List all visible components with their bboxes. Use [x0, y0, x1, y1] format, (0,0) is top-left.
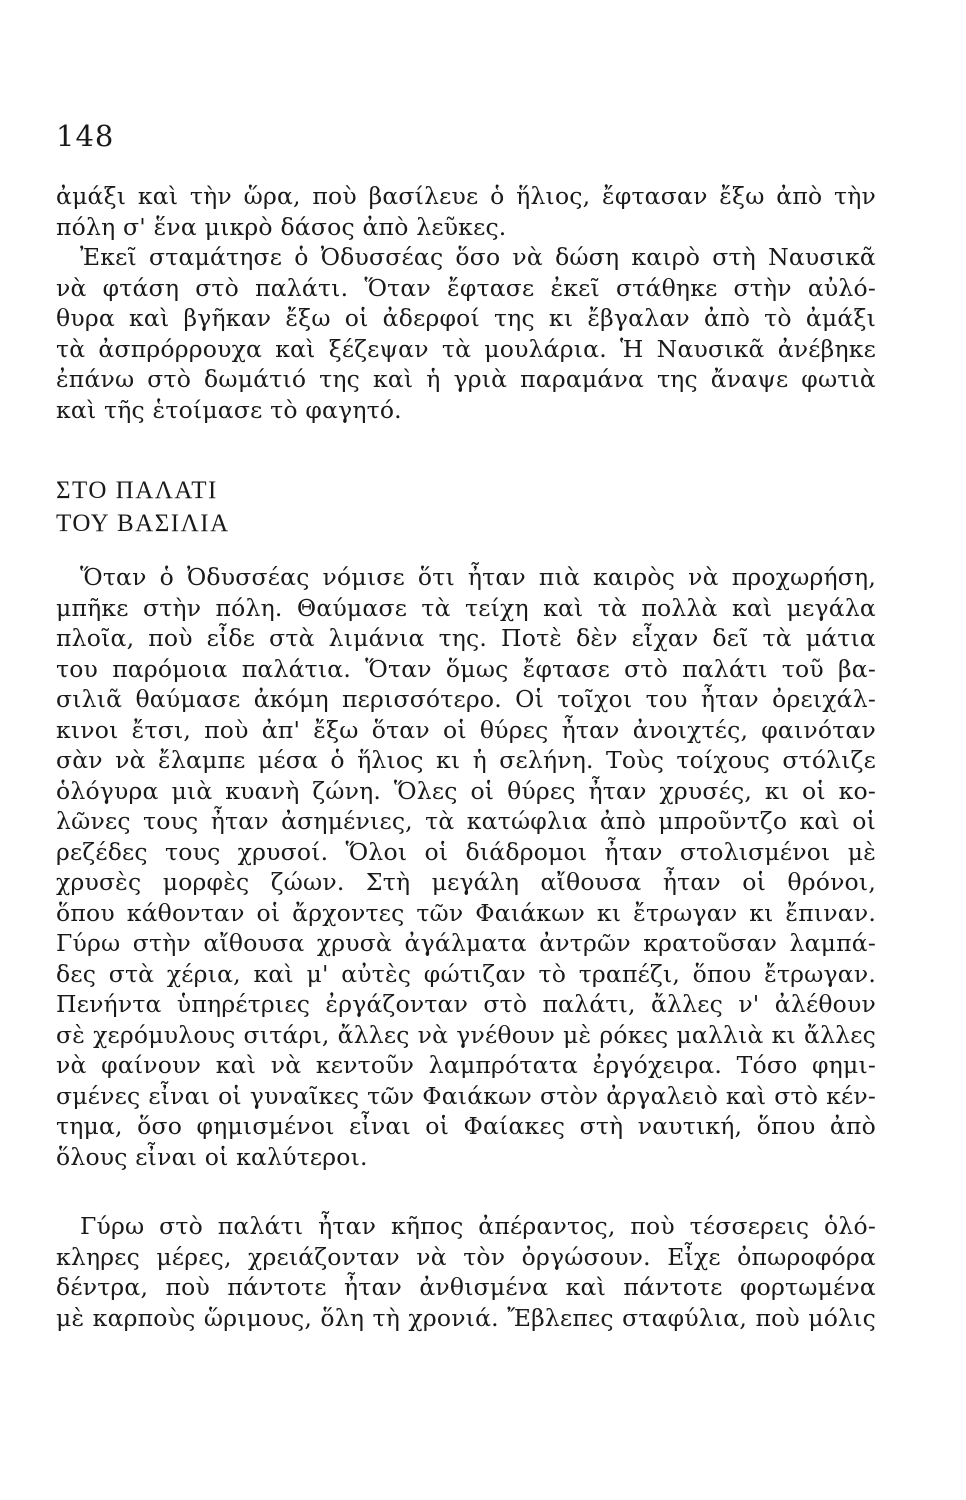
- paragraph-nausicaa-arrival: [56, 181, 876, 425]
- paragraph-palace-garden: [56, 1211, 876, 1333]
- text-line: κληρες μέρες, χρειάζονταν νὰ τὸν ὀργώσουν. Εἶχε ὀπωροφόρα: [56, 1242, 876, 1271]
- text-line: του παρόμοια παλάτια. Ὅταν ὅμως ἔφτασε στὸ παλάτι τοῦ βα-: [56, 654, 876, 683]
- text-line: θυρα καὶ βγῆκαν ἔξω οἱ ἀδερφοί της κι ἔβγαλαν ἀπὸ τὸ ἀμάξι: [56, 304, 876, 332]
- text-line: μπῆκε στὴν πόλη. Θαύμασε τὰ τείχη καὶ τὰ πολλὰ καὶ μεγάλα: [56, 593, 876, 622]
- page-number: 148: [56, 119, 115, 153]
- text-line: νὰ φαίνουν καὶ νὰ κεντοῦν λαμπρότατα ἐργόχειρα. Τόσο φημι-: [56, 1051, 876, 1079]
- text-line: καὶ τῆς ἑτοίμασε τὸ φαγητό.: [56, 395, 402, 424]
- text-line: ὅλους εἶναι οἱ καλύτεροι.: [56, 1142, 368, 1171]
- text-line: κινοι ἔτσι, ποὺ ἀπ' ἔξω ὅταν οἱ θύρες ἦταν ἀνοιχτές, φαινόταν: [56, 715, 876, 744]
- text-line: σὰν νὰ ἔλαμπε μέσα ὁ ἥλιος κι ἡ σελήνη. Τοὺς τοίχους στόλιζε: [56, 746, 876, 774]
- paragraph-palace-description: [56, 562, 876, 1172]
- text-line: δες στὰ χέρια, καὶ μ' αὐτὲς φώτιζαν τὸ τραπέζι, ὅπου ἔτρωγαν.: [56, 959, 876, 988]
- text-line: σὲ χερόμυλους σιτάρι, ἄλλες νὰ γνέθουν μὲ ρόκες μαλλιὰ κι ἄλλες: [56, 1020, 876, 1049]
- text-line: ρεζέδες τους χρυσοί. Ὅλοι οἱ διάδρομοι ἦταν στολισμένοι μὲ: [56, 837, 876, 866]
- text-line: ἀμάξι καὶ τὴν ὥρα, ποὺ βασίλευε ὁ ἥλιος, ἔφτασαν ἔξω ἀπὸ τὴν: [56, 182, 876, 210]
- text-line: σιλιᾶ θαύμασε ἀκόμη περισσότερο. Οἱ τοῖχοι του ἦταν ὀρειχάλ-: [56, 685, 876, 713]
- text-line: ἐπάνω στὸ δωμάτιό της καὶ ἡ γριὰ παραμάνα της ἄναψε φωτιὰ: [56, 365, 876, 393]
- text-line: δέντρα, ποὺ πάντοτε ἦταν ἀνθισμένα καὶ πάντοτε φορτωμένα: [56, 1273, 876, 1301]
- text-line: Ἐκεῖ σταμάτησε ὁ Ὀδυσσέας ὅσο νὰ δώση καιρὸ στὴ Ναυσικᾶ: [80, 243, 876, 271]
- heading-line: ΤΟΥ ΒΑΣΙΛΙΑ: [56, 510, 230, 537]
- text-line: τημα, ὅσο φημισμένοι εἶναι οἱ Φαίακες στὴ ναυτική, ὅπου ἀπὸ: [56, 1112, 876, 1140]
- heading-line: ΣΤΟ ΠΑΛΑΤΙ: [56, 477, 218, 504]
- text-line: πλοῖα, ποὺ εἶδε στὰ λιμάνια της. Ποτὲ δὲν εἶχαν δεῖ τὰ μάτια: [56, 624, 876, 652]
- text-line: Πενήντα ὑπηρέτριες ἐργάζονταν στὸ παλάτι, ἄλλες ν' ἀλέθουν: [56, 990, 876, 1018]
- text-line: τὰ ἀσπρόρρουχα καὶ ξέζεψαν τὰ μουλάρια. Ἡ Ναυσικᾶ ἀνέβηκε: [56, 334, 876, 363]
- text-line: νὰ φτάση στὸ παλάτι. Ὅταν ἔφτασε ἐκεῖ στάθηκε στὴν αὐλό-: [56, 273, 876, 302]
- text-line: λῶνες τους ἦταν ἀσημένιες, τὰ κατώφλια ἀπὸ μπροῦντζο καὶ οἱ: [56, 807, 876, 835]
- text-line: Γύρω στὸ παλάτι ἦταν κῆπος ἀπέραντος, ποὺ τέσσερεις ὁλό-: [80, 1212, 876, 1240]
- text-line: σμένες εἶναι οἱ γυναῖκες τῶν Φαιάκων στὸν ἀργαλειὸ καὶ στὸ κέν-: [56, 1081, 876, 1110]
- text-line: χρυσὲς μορφὲς ζώων. Στὴ μεγάλη αἴθουσα ἦταν οἱ θρόνοι,: [56, 868, 876, 896]
- text-line: ὁλόγυρα μιὰ κυανὴ ζώνη. Ὅλες οἱ θύρες ἦταν χρυσές, κι οἱ κο-: [56, 776, 876, 805]
- text-line: ὅπου κάθονταν οἱ ἄρχοντες τῶν Φαιάκων κι ἔτρωγαν κι ἔπιναν.: [56, 898, 876, 927]
- section-heading: [56, 474, 556, 540]
- text-line: πόλη σ' ἕνα μικρὸ δάσος ἀπὸ λεῦκες.: [56, 212, 507, 241]
- text-line: Γύρω στὴν αἴθουσα χρυσὰ ἀγάλματα ἀντρῶν κρατοῦσαν λαμπά-: [56, 929, 876, 957]
- text-line: Ὅταν ὁ Ὀδυσσέας νόμισε ὅτι ἦταν πιὰ καιρὸς νὰ προχωρήση,: [80, 563, 876, 591]
- text-line: μὲ καρποὺς ὥριμους, ὅλη τὴ χρονιά. Ἔβλεπες σταφύλια, ποὺ μόλις: [56, 1303, 876, 1332]
